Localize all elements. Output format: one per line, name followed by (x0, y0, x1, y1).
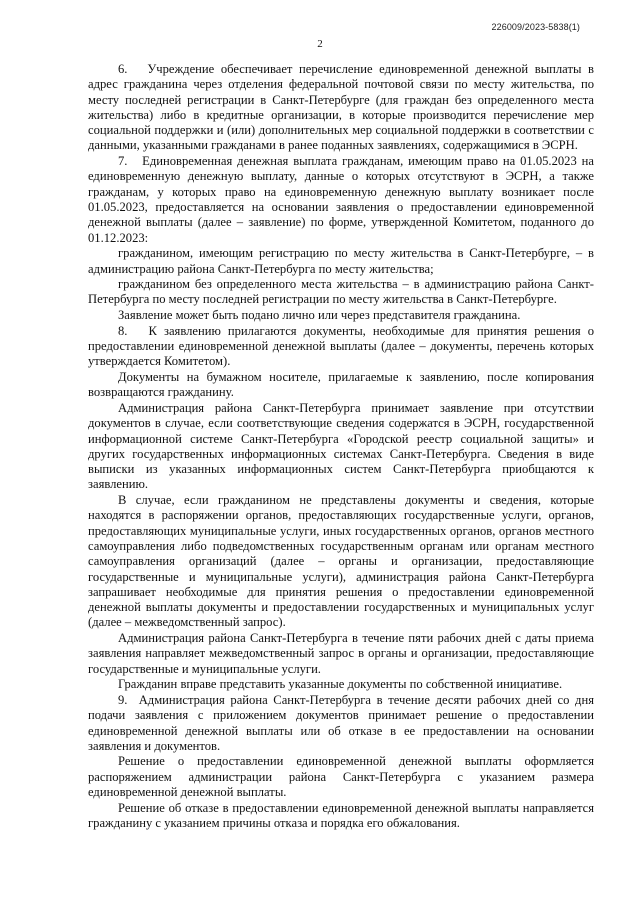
document-body (88, 62, 594, 832)
paragraph-8: 8. К заявлению прилагаются документы, необходимые для принятия решения о предоставлении единовременной денежной выплаты (далее – документы, перечень которых утверждается Комитетом). (88, 323, 594, 369)
paragraph-8-request-deadline: Администрация района Санкт-Петербурга в течение пяти рабочих дней с даты приема заявления направляет межведомственный запрос в органы и организации, предоставляющие государственные и муниципальные услуги. (88, 631, 594, 676)
paragraph-9-approval-decision: Решение о предоставлении единовременной денежной выплаты оформляется распоряжением администрации района Санкт-Петербурга с указанием размера единовременной денежной выплаты. (88, 754, 594, 800)
document-registration-number: 226009/2023-5838(1) (491, 22, 580, 32)
page-number: 2 (317, 38, 323, 50)
paragraph-8-paper-documents: Документы на бумажном носителе, прилагаемые к заявлению, после копирования возвращаются гражданину. (88, 370, 594, 400)
paragraph-7: 7. Единовременная денежная выплата гражданам, имеющим право на 01.05.2023 на единовременную денежную выплату, данные о которых отсутствуют в ЭСРН, а также гражданам, у которых право на единовременную денежную выплату возникает после 01.05.2023, предоставляется на основании заявления о предоставлении единовременной денежной выплаты (далее – заявление) по форме, утвержденной Комитетом, поданного до 01.12.2023: (88, 154, 594, 245)
paragraph-7-homeless-citizen: гражданином без определенного места жительства – в администрацию района Санкт-Петербурга по месту последней регистрации по месту жительства в Санкт-Петербурге. (88, 277, 594, 307)
paragraph-9: 9. Администрация района Санкт-Петербурга в течение десяти рабочих дней со дня подачи заявления с приложением документов принимает решение о предоставлении единовременной денежной выплаты или об отказе в ее предоставлении на основании заявления и документов. (88, 692, 594, 753)
paragraph-8-interagency-request: В случае, если гражданином не представлены документы и сведения, которые находятся в распоряжении органов, предоставляющих государственные услуги, органов, предоставляющих муниципальные услуги, иных государственных органов, органов местного самоуправления либо подведомственных государственным органам или органам местного самоуправления организаций (далее – органы и организации, предоставляющие государственные и муниципальные услуги), администрация района Санкт-Петербурга запрашивает необходимые для принятия решения о предоставлении единовременной денежной выплаты документы и предоставлении государственных и муниципальных услуг (далее – межведомственный запрос). (88, 493, 594, 630)
paragraph-7-registered-citizen: гражданином, имеющим регистрацию по месту жительства в Санкт-Петербурге, – в администрацию района Санкт-Петербурга по месту жительства; (88, 246, 594, 276)
paragraph-8-own-initiative: Гражданин вправе представить указанные документы по собственной инициативе. (118, 677, 563, 692)
paragraph-8-acceptance-without-documents: Администрация района Санкт-Петербурга принимает заявление при отсутствии документов в случае, если соответствующие сведения содержатся в ЭСРН, государственной информационной системе Санкт-Петербурга «Городской реестр социальной защиты» и других государственных информационных системах Санкт-Петербурга. Сведения в виде выписки из указанных информационных систем Санкт-Петербурга приобщаются к заявлению. (88, 400, 594, 492)
paragraph-9-refusal-decision: Решение об отказе в предоставлении единовременной денежной выплаты направляется гражданину с указанием причины отказа и порядка его обжалования. (88, 800, 594, 831)
paragraph-6: 6. Учреждение обеспечивает перечисление единовременной денежной выплаты в адрес гражданина через отделения федеральной почтовой связи по месту жительства, по месту последней регистрации в Санкт-Петербурге (для граждан без определенного места жительства) либо в кредитные организации, в которые производится перечисление мер социальной поддержки и (или) дополнительных мер социальной поддержки в соответствии с данными, указанными гражданами в ранее поданных заявлениях, содержащимися в ЭСРН. (88, 62, 594, 153)
paragraph-7-submission-method: Заявление может быть подано лично или через представителя гражданина. (118, 308, 521, 323)
